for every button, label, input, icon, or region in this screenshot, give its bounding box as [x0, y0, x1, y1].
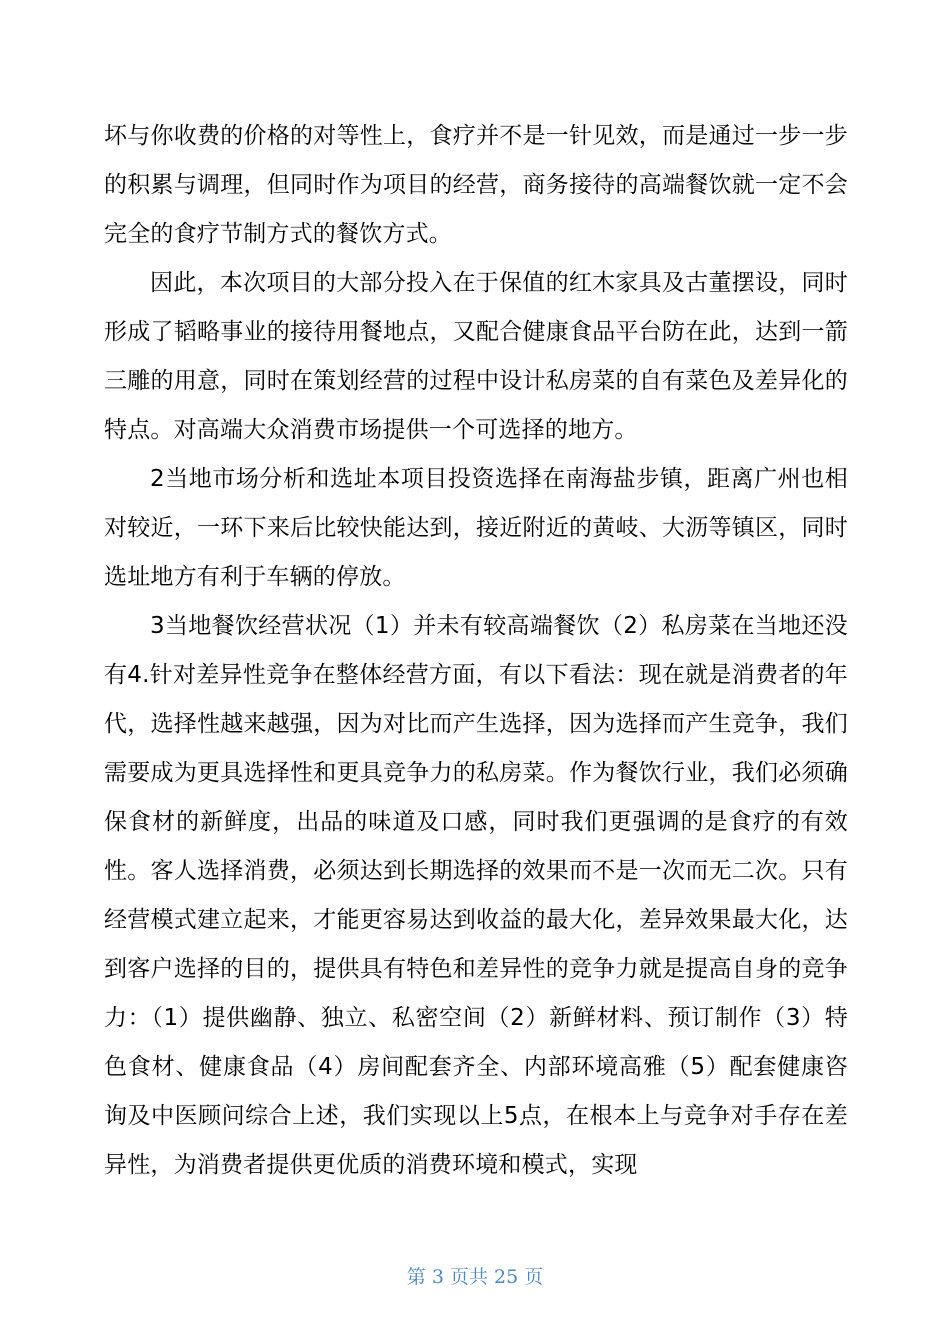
paragraph-competition: 3当地餐饮经营状况（1）并未有较高端餐饮（2）私房菜在当地还没有4.针对差异性竞争在整体经营方面，有以下看法：现在就是消费者的年代，选择性越来越强，因为对比而产生选择，因为选择而产生竞争，我们需要成为更具选择性和更具竞争力的私房菜。作为餐饮行业，我们必须确保食材的新鲜度，出品的味道及口感，同时我们更强调的是食疗的有效性。客人选择消费，必须达到长期选择的效果而不是一次而无二次。只有经营模式建立起来，才能更容易达到收益的最大化，差异效果最大化，达到客户选择的目的，提供具有特色和差异性的竞争力就是提高自身的竞争力：（1）提供幽静、独立、私密空间（2）新鲜材料、预订制作（3）特色食材、健康食品（4）房间配套齐全、内部环境高雅（5）配套健康咨询及中医顾问综合上述，我们实现以上5点，在根本上与竞争对手存在差异性，为消费者提供更优质的消费环境和模式，实现: [104, 613, 848, 1178]
paragraph-continuation: 坏与你收费的价格的对等性上，食疗并不是一针见效，而是通过一步一步的积累与调理，但同时作为项目的经营，商务接待的高端餐饮就一定不会完全的食疗节制方式的餐饮方式。: [104, 123, 848, 247]
paragraph-investment: 因此，本次项目的大部分投入在于保值的红木家具及古董摆设，同时形成了韬略事业的接待用餐地点，又配合健康食品平台防在此，达到一箭三雕的用意，同时在策划经营的过程中设计私房菜的自有菜色及差异化的特点。对高端大众消费市场提供一个可选择的地方。: [104, 270, 848, 443]
page-number-footer: 第 3 页共 25 页: [406, 1266, 544, 1288]
paragraph-market-analysis: 2当地市场分析和选址本项目投资选择在南海盐步镇，距离广州也相对较近，一环下来后比较快能达到，接近附近的黄岐、大沥等镇区，同时选址地方有利于车辆的停放。: [104, 466, 848, 590]
document-body: [104, 112, 848, 1190]
